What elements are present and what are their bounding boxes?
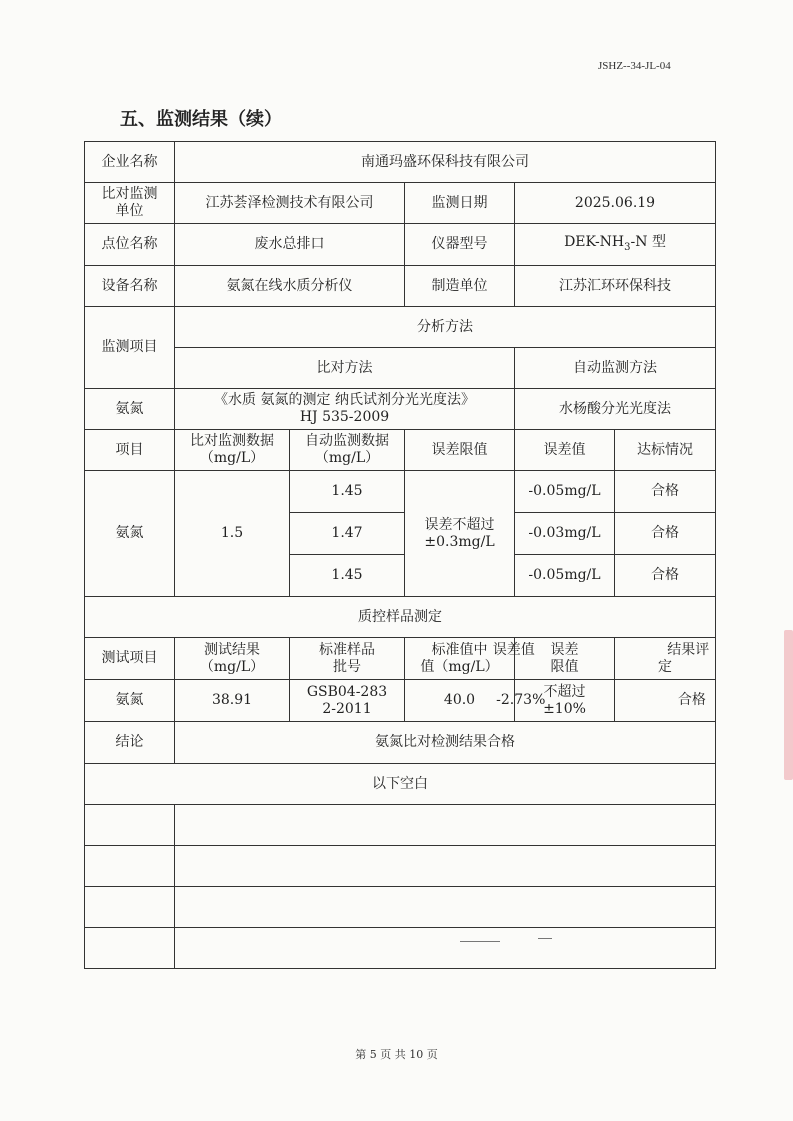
auto-method-label: 自动监测方法: [515, 348, 716, 389]
device-label: 设备名称: [85, 266, 175, 307]
cmp-header-auto-data: 自动监测数据 （mg/L）: [290, 430, 405, 471]
conclusion-label: 结论: [85, 722, 175, 764]
cmp-error-value: -0.05mg/L: [515, 555, 615, 597]
cmp-limit: 误差不超过 ±0.3mg/L: [405, 471, 515, 597]
cmp-header-status: 达标情况: [615, 430, 716, 471]
cmp-auto-value: 1.45: [290, 555, 405, 597]
enterprise-label: 企业名称: [85, 142, 175, 183]
model-suffix: -N 型: [630, 233, 666, 250]
cmp-header-limit: 误差限值: [405, 430, 515, 471]
qc-header-eval: 误差值 结果评定: [615, 638, 716, 680]
auto-method-value: 水杨酸分光光度法: [515, 389, 716, 430]
document-code: JSHZ--34-JL-04: [598, 60, 671, 72]
conclusion-value: 氨氮比对检测结果合格: [175, 722, 716, 764]
qc-header-result: 测试结果 （mg/L）: [175, 638, 290, 680]
analysis-method-header: 分析方法: [175, 307, 716, 348]
cmp-auto-value: 1.45: [290, 471, 405, 513]
monitoring-results-table: [84, 141, 716, 969]
seal-edge: [784, 630, 793, 780]
section-title: 五、监测结果（续）: [120, 109, 282, 130]
table-row: [85, 471, 716, 513]
model-label: 仪器型号: [405, 224, 515, 266]
qc-item: 氨氮: [85, 680, 175, 722]
row-compare-unit: [85, 183, 716, 224]
model-subscript: 3: [624, 241, 631, 253]
row-conclusion: [85, 722, 716, 764]
device-value: 氨氮在线水质分析仪: [175, 266, 405, 307]
row-blank-note: [85, 764, 716, 805]
compare-unit-label: 比对监测单位: [85, 183, 175, 224]
row-comparison-header: [85, 430, 716, 471]
cmp-status-value: 合格: [615, 471, 716, 513]
qc-header-batch: 标准样品 批号: [290, 638, 405, 680]
cmp-error-value: -0.03mg/L: [515, 513, 615, 555]
cmp-status-value: 合格: [615, 555, 716, 597]
model-value: [515, 224, 716, 266]
cmp-status-value: 合格: [615, 513, 716, 555]
cmp-header-compare-data: 比对监测数据 （mg/L）: [175, 430, 290, 471]
row-enterprise: [85, 142, 716, 183]
row-point: [85, 224, 716, 266]
qc-std: 40.0: [405, 680, 515, 722]
cmp-item: 氨氮: [85, 471, 175, 597]
row-device: [85, 266, 716, 307]
qc-result: 38.91: [175, 680, 290, 722]
monitor-date-value: 2025.06.19: [515, 183, 716, 224]
monitor-item-label: 监测项目: [85, 307, 175, 389]
qc-header-std: 标准值中 值（mg/L）: [405, 638, 515, 680]
blank-row: [85, 805, 716, 846]
qc-batch: GSB04-283 2-2011: [290, 680, 405, 722]
maker-label: 制造单位: [405, 266, 515, 307]
compare-method-line2: HJ 535-2009: [299, 409, 390, 425]
point-label: 点位名称: [85, 224, 175, 266]
compare-method-label: 比对方法: [175, 348, 515, 389]
table-row: [85, 680, 716, 722]
cmp-header-error: 误差值: [515, 430, 615, 471]
monitor-date-label: 监测日期: [405, 183, 515, 224]
blank-row: [85, 928, 716, 969]
method-item: 氨氮: [85, 389, 175, 430]
compare-method-line1: 《水质 氨氮的测定 纳氏试剂分光光度法》: [214, 392, 475, 408]
compare-unit-value: 江苏荟泽检测技术有限公司: [175, 183, 405, 224]
blank-row: [85, 846, 716, 887]
cmp-compare-value: 1.5: [175, 471, 290, 597]
qc-limit: 不超过 ±10%: [515, 680, 615, 722]
blank-note: 以下空白: [85, 764, 716, 805]
qc-header-item: 测试项目: [85, 638, 175, 680]
enterprise-value: 南通玛盛环保科技有限公司: [175, 142, 716, 183]
cmp-error-value: -0.05mg/L: [515, 471, 615, 513]
scan-speck: [460, 941, 500, 942]
page-footer: 第 5 页 共 10 页: [355, 1048, 438, 1061]
scan-speck: [538, 938, 552, 939]
qc-eval: -2.73% 合格: [615, 680, 716, 722]
qc-title: 质控样品测定: [85, 597, 716, 638]
compare-method-value: [175, 389, 515, 430]
cmp-header-item: 项目: [85, 430, 175, 471]
row-method-subheader: [85, 348, 716, 389]
row-method-header: [85, 307, 716, 348]
row-qc-header: [85, 638, 716, 680]
maker-value: 江苏汇环环保科技: [515, 266, 716, 307]
row-method-values: [85, 389, 716, 430]
cmp-auto-value: 1.47: [290, 513, 405, 555]
qc-header-limit: 误差 限值: [515, 638, 615, 680]
row-qc-title: [85, 597, 716, 638]
point-value: 废水总排口: [175, 224, 405, 266]
model-main: DEK-NH: [564, 233, 625, 250]
blank-row: [85, 887, 716, 928]
